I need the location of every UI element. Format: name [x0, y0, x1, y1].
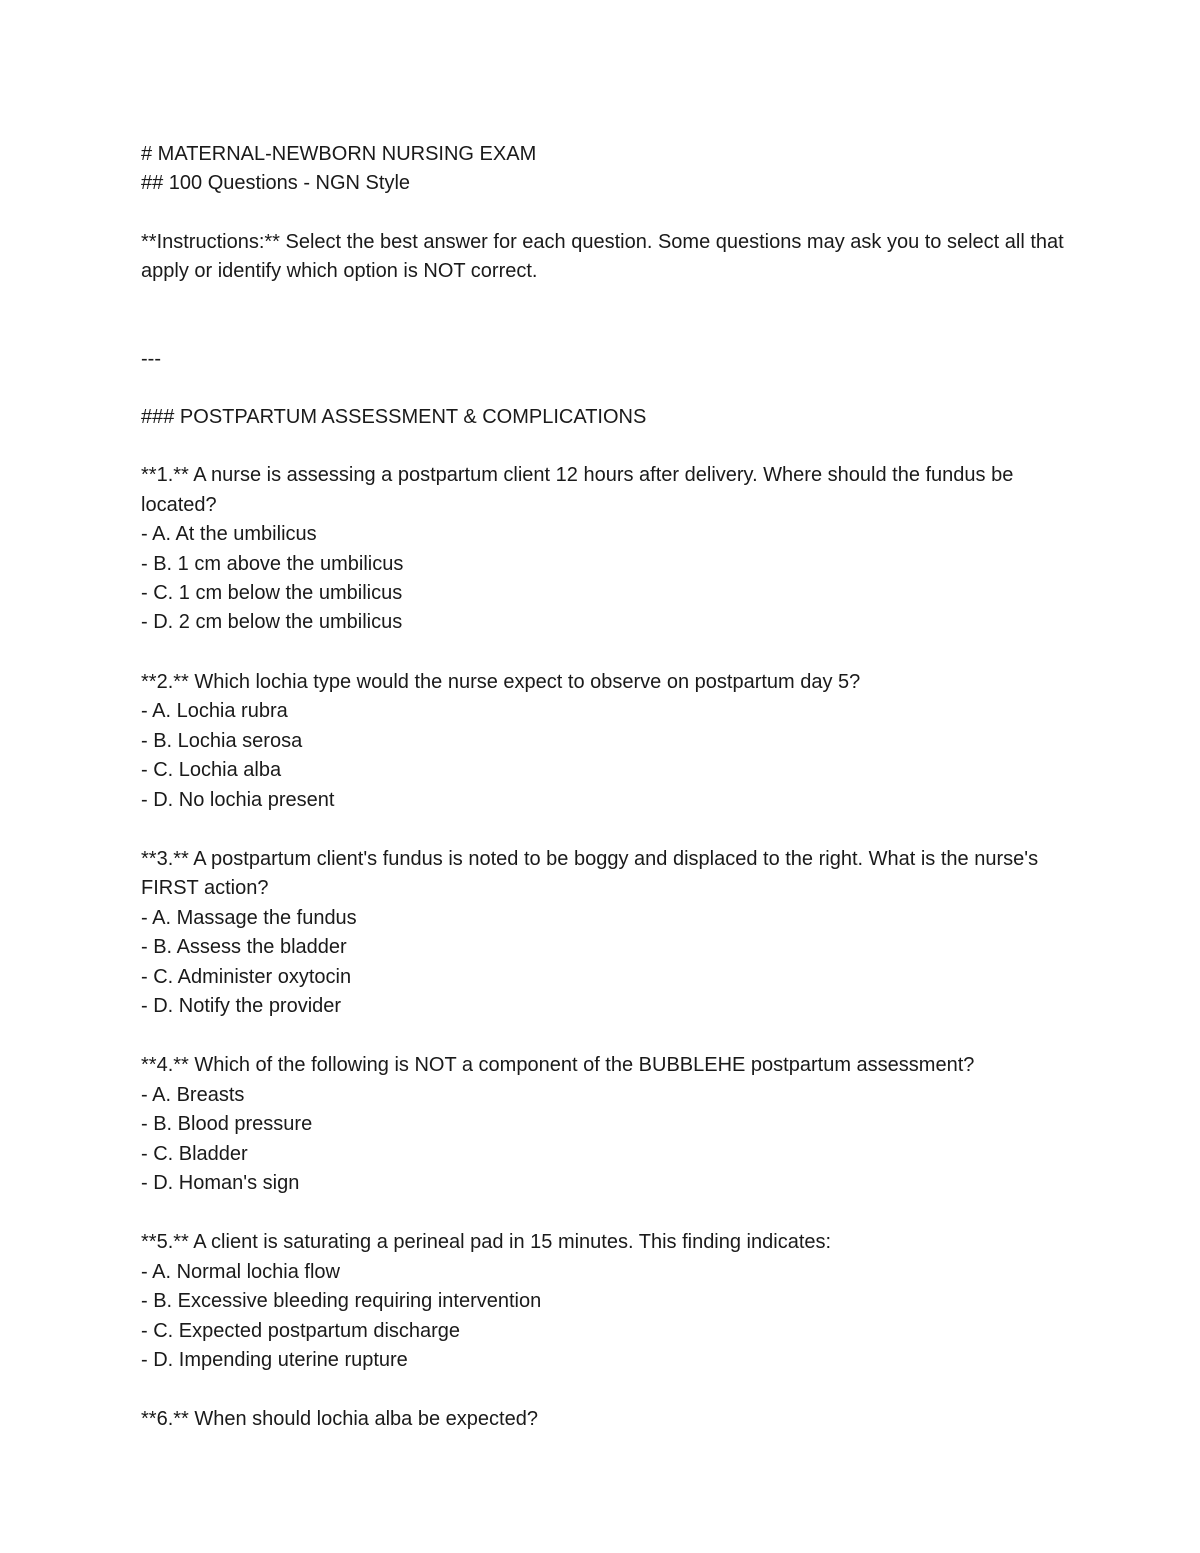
spacer: [141, 374, 1071, 403]
answer-options: [141, 904, 1071, 1022]
answer-option: - A. At the umbilicus: [141, 523, 317, 546]
answer-option: - B. Lochia serosa: [141, 729, 303, 752]
question-list: [141, 461, 1071, 1434]
question-item: [141, 845, 1071, 1021]
section-title: ### POSTPARTUM ASSESSMENT & COMPLICATIONS: [141, 406, 647, 429]
answer-option: - B. Assess the bladder: [141, 936, 347, 959]
answer-option: - B. Excessive bleeding requiring intervention: [141, 1290, 542, 1313]
document-page: [141, 140, 1071, 1465]
spacer: [141, 287, 1071, 316]
spacer: [141, 199, 1071, 228]
answer-options: [141, 697, 1071, 815]
answer-option: - D. 2 cm below the umbilicus: [141, 611, 403, 634]
question-text: **5.** A client is saturating a perineal pad in 15 minutes. This finding indicates:: [141, 1231, 832, 1254]
separator: ---: [141, 347, 161, 370]
question-text: **2.** Which lochia type would the nurse expect to observe on postpartum day 5?: [141, 670, 861, 693]
question-text: **4.** Which of the following is NOT a component of the BUBBLEHE postpartum assessment?: [141, 1054, 975, 1077]
question-item: [141, 1405, 1071, 1434]
answer-option: - C. Bladder: [141, 1142, 248, 1165]
answer-option: - C. Expected postpartum discharge: [141, 1319, 461, 1342]
answer-option: - D. Impending uterine rupture: [141, 1349, 408, 1371]
answer-option: - B. Blood pressure: [141, 1113, 313, 1136]
answer-option: - D. Homan's sign: [141, 1171, 300, 1194]
question-item: [141, 1051, 1071, 1198]
question-text: **1.** A nurse is assessing a postpartum client 12 hours after delivery. Where should the fundus be located?: [141, 464, 1019, 516]
question-item: [141, 668, 1071, 815]
answer-options: [141, 1258, 1071, 1376]
answer-option: - C. 1 cm below the umbilicus: [141, 582, 403, 605]
answer-option: - A. Breasts: [141, 1083, 245, 1106]
answer-option: - C. Administer oxytocin: [141, 965, 352, 988]
instructions-text: **Instructions:** Select the best answer for each question. Some questions may ask you to select all that apply or identify which option is NOT correct.: [141, 230, 1070, 283]
answer-option: - D. No lochia present: [141, 788, 335, 811]
answer-option: - A. Lochia rubra: [141, 700, 288, 723]
document-title: # MATERNAL-NEWBORN NURSING EXAM: [141, 143, 537, 165]
answer-options: [141, 520, 1071, 638]
question-text: **3.** A postpartum client's fundus is noted to be boggy and displaced to the right. What is the nurse's FIRST action?: [141, 847, 1044, 900]
question-item: [141, 1228, 1071, 1375]
answer-option: - A. Massage the fundus: [141, 906, 357, 929]
answer-options: [141, 1081, 1071, 1199]
document-subtitle: ## 100 Questions - NGN Style: [141, 172, 411, 195]
answer-option: - C. Lochia alba: [141, 759, 282, 782]
answer-option: - D. Notify the provider: [141, 994, 342, 1017]
question-item: [141, 461, 1071, 637]
answer-option: - A. Normal lochia flow: [141, 1260, 340, 1283]
answer-option: - B. 1 cm above the umbilicus: [141, 552, 404, 575]
spacer: [141, 432, 1071, 461]
question-text: **6.** When should lochia alba be expected?: [141, 1408, 538, 1431]
spacer: [141, 316, 1071, 345]
